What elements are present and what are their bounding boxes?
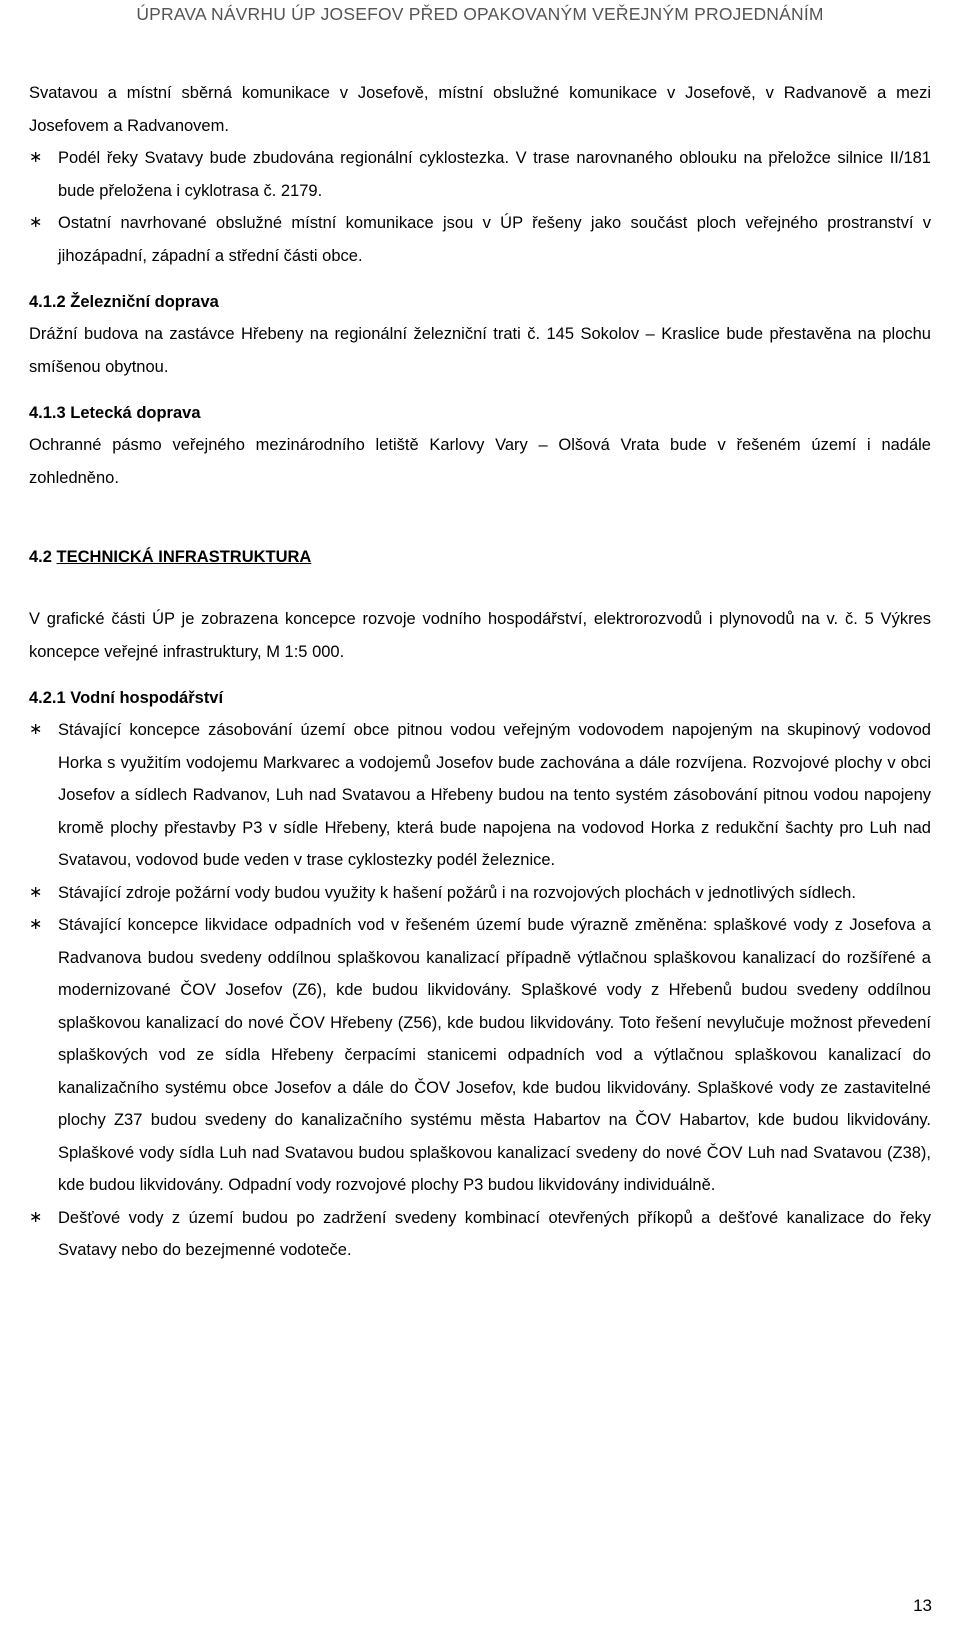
paragraph: V grafické části ÚP je zobrazena koncepce rozvoje vodního hospodářství, elektrorozvodů i plynovodů na v. č. 5 Výkres koncepce veřejné infrastruktury, M 1:5 000. (29, 610, 931, 661)
bullet-item (29, 142, 931, 207)
bullet-item (29, 714, 931, 877)
asterisk-bullet-icon: ∗ (29, 916, 43, 933)
bullet-item (29, 909, 931, 1202)
bullet-text: Ostatní navrhované obslužné místní komunikace jsou v ÚP řešeny jako součást ploch veřejného prostranství v jihozápadní, západní a střední části obce. (58, 214, 931, 265)
section-heading-4-2-1: 4.2.1 Vodní hospodářství (29, 689, 224, 707)
asterisk-bullet-icon: ∗ (29, 721, 43, 738)
section-heading-4-2 (29, 541, 931, 573)
bullet-text: Stávající koncepce likvidace odpadních vod v řešeném území bude výrazně změněna: splaškové vody z Josefova a Radvanova budou svedeny oddílnou splaškovou kanalizací případně výtlačnou splaškovou kanalizací do rozšířené a modernizované ČOV Josefov (Z6), kde budou likvidovány. Splaškové vody z Hřebenů budou svedeny oddílnou splaškovou kanalizací do nové ČOV Hřebeny (Z56), kde budou likvidovány. Toto řešení nevylučuje možnost převedení splaškových vod ze sídla Hřebeny čerpacími stanicemi odpadních vod a výtlačnou splaškovou kanalizací do kanalizačního systému obce Josefov a dále do ČOV Josefov, kde budou likvidovány. Splaškové vody ze zastavitelné plochy Z37 budou svedeny do kanalizačního systému města Habartov na ČOV Habartov, kde budou likvidovány. Splaškové vody sídla Luh nad Svatavou budou splaškovou kanalizací svedeny do nové ČOV Luh nad Svatavou (Z38), kde budou likvidovány. Odpadní vody rozvojové plochy P3 budou likvidovány individuálně. (58, 916, 931, 1194)
bullet-text: Podél řeky Svatavy bude zbudována regionální cyklostezka. V trase narovnaného oblouku na přeložce silnice II/181 bude přeložena i cyklotrasa č. 2179. (58, 149, 931, 200)
bullet-item (29, 1202, 931, 1267)
bullet-text: Stávající koncepce zásobování území obce pitnou vodou veřejným vodovodem napojeným na skupinový vodovod Horka s využitím vodojemu Markvarec a vodojemů Josefov bude zachována a dále rozvíjena. Rozvojové plochy v obci Josefov a sídlech Radvanov, Luh nad Svatavou a Hřebeny budou na tento systém zásobování pitnou vodou napojeny kromě plochy přestavby P3 v sídle Hřebeny, která bude napojena na vodovod Horka z redukční šachty pro Luh nad Svatavou, vodovod bude veden v trase cyklostezky podél železnice. (58, 721, 931, 869)
paragraph: Drážní budova na zastávce Hřebeny na regionální železniční trati č. 145 Sokolov – Kraslice bude přestavěna na plochu smíšenou obytnou. (29, 325, 931, 376)
paragraph: Ochranné pásmo veřejného mezinárodního letiště Karlovy Vary – Olšová Vrata bude v řešeném území i nadále zohledněno. (29, 436, 931, 487)
document-body (29, 77, 931, 1267)
running-header: ÚPRAVA NÁVRHU ÚP JOSEFOV PŘED OPAKOVANÝM VEŘEJNÝM PROJEDNÁNÍM (136, 4, 824, 24)
page-number: 13 (913, 1596, 932, 1615)
asterisk-bullet-icon: ∗ (29, 883, 43, 901)
bullet-item (29, 877, 931, 910)
bullet-text: Stávající zdroje požární vody budou využity k hašení požárů i na rozvojových plochách v jednotlivých sídlech. (58, 883, 856, 902)
asterisk-bullet-icon: ∗ (29, 214, 43, 231)
asterisk-bullet-icon: ∗ (29, 149, 43, 166)
bullet-item (29, 207, 931, 272)
section-heading-4-1-2: 4.1.2 Železniční doprava (29, 293, 219, 311)
asterisk-bullet-icon: ∗ (29, 1208, 43, 1226)
section-title: TECHNICKÁ INFRASTRUKTURA (56, 548, 312, 566)
paragraph: Svatavou a místní sběrná komunikace v Josefově, místní obslužné komunikace v Josefově, v Radvanově a mezi Josefovem a Radvanovem. (29, 84, 931, 135)
section-heading-4-1-3: 4.1.3 Letecká doprava (29, 404, 201, 422)
section-number: 4.2 (29, 548, 52, 566)
bullet-text: Dešťové vody z území budou po zadržení svedeny kombinací otevřených příkopů a dešťové kanalizace do řeky Svatavy nebo do bezejmenné vodoteče. (58, 1208, 931, 1259)
